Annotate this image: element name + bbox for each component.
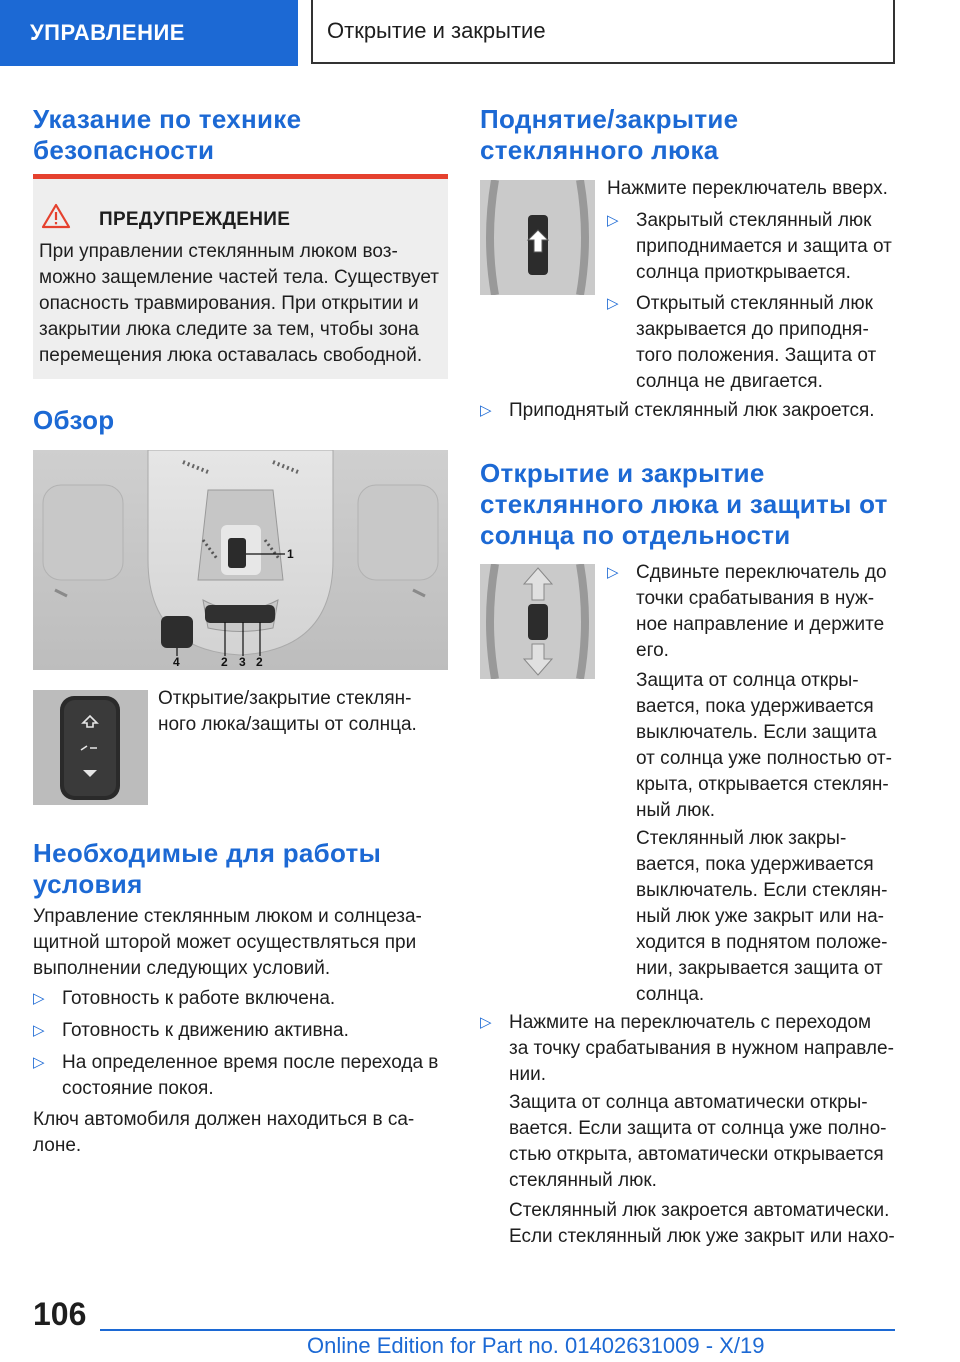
bullet-triangle-icon: ▷ [607, 295, 619, 312]
callout-label: 2 [256, 655, 263, 669]
bullet-triangle-icon: ▷ [33, 990, 45, 1007]
callout-label: 1 [287, 547, 294, 561]
warning-text: При управлении стеклянным люком воз-можно защемление частей тела. Существует опасность травмирования. При открытии и закрытии люка следите за тем, чтобы зона перемещения люка оставалась свободной. [39, 241, 439, 366]
raise-heading: Поднятие/закрытие стеклянного люка [480, 104, 739, 165]
list-item-text: Нажмите на переключатель с переходом за точку срабатывания в нужном направле-нии. [509, 1012, 894, 1085]
bullet-triangle-icon: ▷ [480, 402, 492, 419]
switch-slide-image [480, 564, 595, 679]
overhead-console-drawing [33, 450, 448, 670]
overhead-console-image [33, 450, 448, 670]
bullet-triangle-icon: ▷ [33, 1054, 45, 1071]
switch-up-image [480, 180, 595, 295]
warning-title: ПРЕДУПРЕЖДЕНИЕ [99, 209, 291, 230]
raise-intro: Нажмите переключатель вверх. [607, 178, 888, 199]
list-item-text: На определенное время после перехода в состояние покоя. [62, 1052, 439, 1099]
separate-heading: Открытие и закрытие стеклянного люка и защиты от солнца по отдельности [480, 458, 888, 550]
callout-label: 2 [221, 655, 228, 669]
chapter-title: Открытие и закрытие [311, 0, 895, 64]
bullet-triangle-icon: ▷ [480, 1014, 492, 1031]
safety-heading: Указание по технике безопасности [33, 104, 302, 165]
list-item-text: Открытый стеклянный люк закрывается до приподня-того положения. Защита от солнца не двигается. [636, 293, 877, 392]
conditions-intro: Управление стеклянным люком и солнцеза-щитной шторой может осуществляться при выполнении следующих условий. [33, 906, 422, 979]
edition-note: Online Edition for Part no. 01402631009 - X/19 [307, 1333, 765, 1358]
conditions-heading: Необходимые для работы условия [33, 838, 382, 899]
paragraph: Защита от солнца откры-вается, пока удерживается выключатель. Если защита от солнца уже полностью от-крыта, открывается стеклян-ный люк. [636, 670, 892, 821]
section-tab: УПРАВЛЕНИЕ [0, 0, 298, 66]
list-item-text: Приподнятый стеклянный люк закроется. [509, 400, 875, 421]
key-note: Ключ автомобиля должен находиться в са-лоне. [33, 1109, 415, 1156]
list-item-text: Готовность к работе включена. [62, 988, 336, 1009]
bullet-triangle-icon: ▷ [607, 564, 619, 581]
paragraph: Защита от солнца автоматически откры-вается. Если защита от солнца уже полно-стью открыта, автоматически открывается стеклянный люк. [509, 1092, 887, 1191]
footer-divider [100, 1329, 895, 1331]
overview-heading: Обзор [33, 405, 115, 435]
switch-caption: Открытие/закрытие стеклян-ного люка/защиты от солнца. [158, 688, 417, 735]
paragraph: Стеклянный люк закроется автоматически. Если стеклянный люк уже закрыт или нахо- [509, 1200, 895, 1247]
bullet-triangle-icon: ▷ [33, 1022, 45, 1039]
bullet-triangle-icon: ▷ [607, 212, 619, 229]
list-item-text: Готовность к движению активна. [62, 1020, 349, 1041]
warning-box [33, 174, 448, 379]
list-item-text: Закрытый стеклянный люк приподнимается и защита от солнца приоткрывается. [636, 210, 892, 283]
warning-triangle-icon [41, 203, 71, 229]
paragraph: Стеклянный люк закры-вается, пока удерживается выключатель. Если стеклян-ный люк уже закрыт или на-ходится в поднятом положе-нии, закрывается защита от солнца. [636, 828, 888, 1005]
callout-label: 3 [239, 655, 246, 669]
callout-label: 4 [173, 655, 180, 669]
list-item-text: Сдвиньте переключатель до точки срабатывания в нуж-ное направление и держите его. [636, 562, 887, 661]
page-number: 106 [33, 1296, 87, 1332]
sunroof-switch-image [33, 690, 148, 805]
